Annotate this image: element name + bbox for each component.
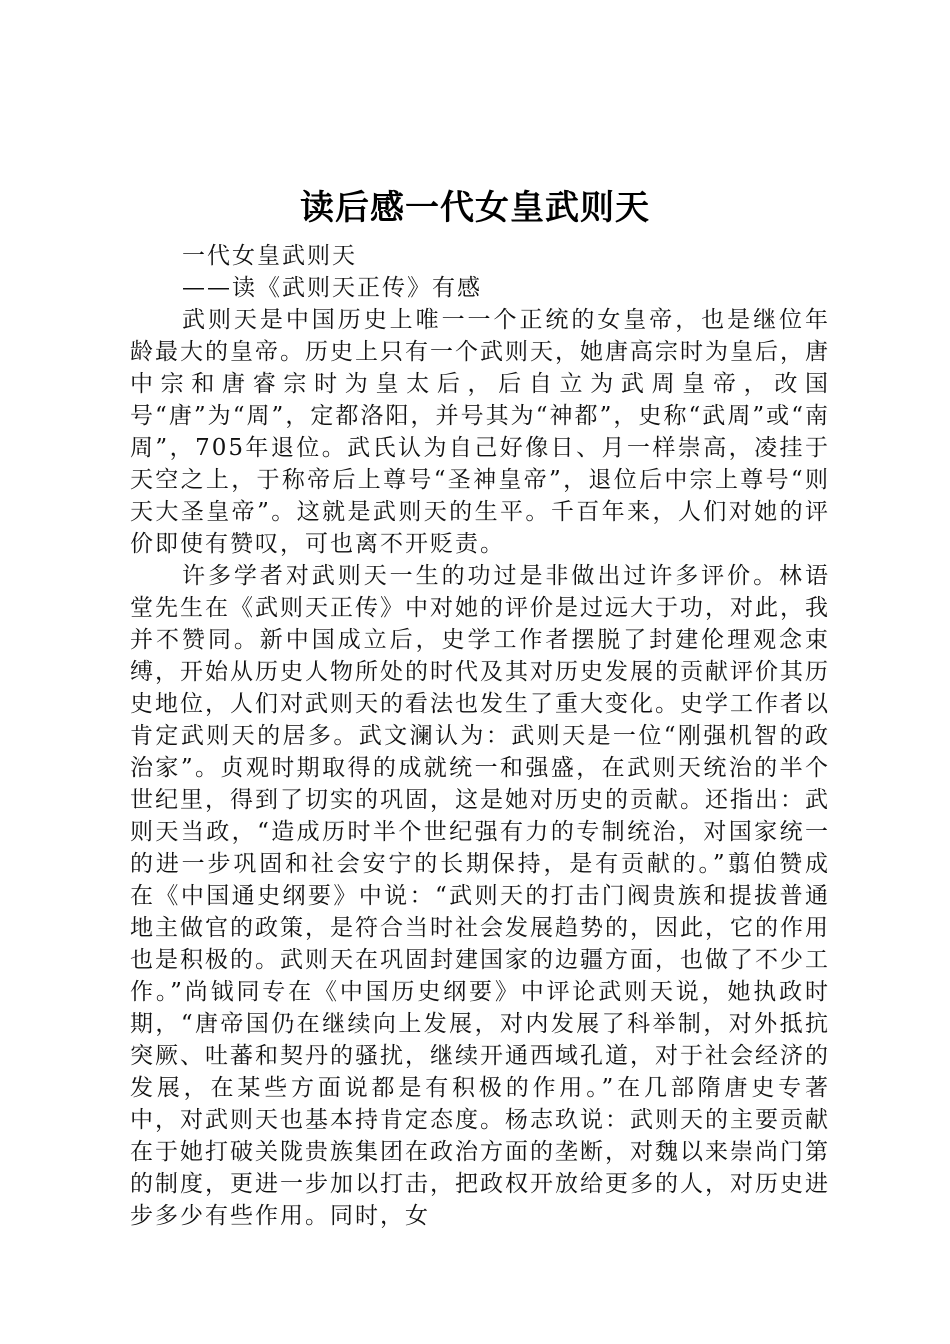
paragraph-biography: 武则天是中国历史上唯一一个正统的女皇帝，也是继位年龄最大的皇帝。历史上只有一个武则天，她唐高宗时为皇后，唐中宗和唐睿宗时为皇太后，后自立为武周皇帝，改国号“唐”为“周”，定都洛阳，并号其为“神都”，史称“武周”或“南周”，705年退位。武氏认为自己好像日、月一样崇高，凌挂于天空之上，于称帝后上尊号“圣神皇帝”，退位后中宗上尊号“则天大圣皇帝”。这就是武则天的生平。千百年来，人们对她的评价即使有赞叹，可也离不开贬责。 — [130, 307, 830, 557]
document-title: 读后感一代女皇武则天 — [300, 188, 650, 228]
subtitle-line: 一代女皇武则天 — [182, 243, 357, 269]
subtitle-reading-line: ——读《武则天正传》有感 — [182, 275, 482, 301]
document-body — [130, 240, 830, 1232]
paragraph-evaluations: 许多学者对武则天一生的功过是非做出过许多评价。林语堂先生在《武则天正传》中对她的评价是过远大于功，对此，我并不赞同。新中国成立后，史学工作者摆脱了封建伦理观念束缚，开始从历史人物所处的时代及其对历史发展的贡献评价其历史地位，人们对武则天的看法也发生了重大变化。史学工作者以肯定武则天的居多。武文澜认为：武则天是一位“刚强机智的政治家”。贞观时期取得的成就统一和强盛，在武则天统治的半个世纪里，得到了切实的巩固，这是她对历史的贡献。还指出：武则天当政，“造成历时半个世纪强有力的专制统治，对国家统一的进一步巩固和社会安宁的长期保持，是有贡献的。”翦伯赞成在《中国通史纲要》中说：“武则天的打击门阀贵族和提拔普通地主做官的政策，是符合当时社会发展趋势的，因此，它的作用也是积极的。武则天在巩固封建国家的边疆方面，也做了不少工作。”尚钺同专在《中国历史纲要》中评论武则天说，她执政时期，“唐帝国仍在继续向上发展，对内发展了科举制，对外抵抗突厥、吐蕃和契丹的骚扰，继续开通西域孔道，对于社会经济的发展，在某些方面说都是有积极的作用。”在几部隋唐史专著中，对武则天也基本持肯定态度。杨志玖说：武则天的主要贡献在于她打破关陇贵族集团在政治方面的垄断，对魏以来崇尚门第的制度，更进一步加以打击，把政权开放给更多的人，对历史进步多少有些作用。同时，女 — [130, 563, 830, 1229]
